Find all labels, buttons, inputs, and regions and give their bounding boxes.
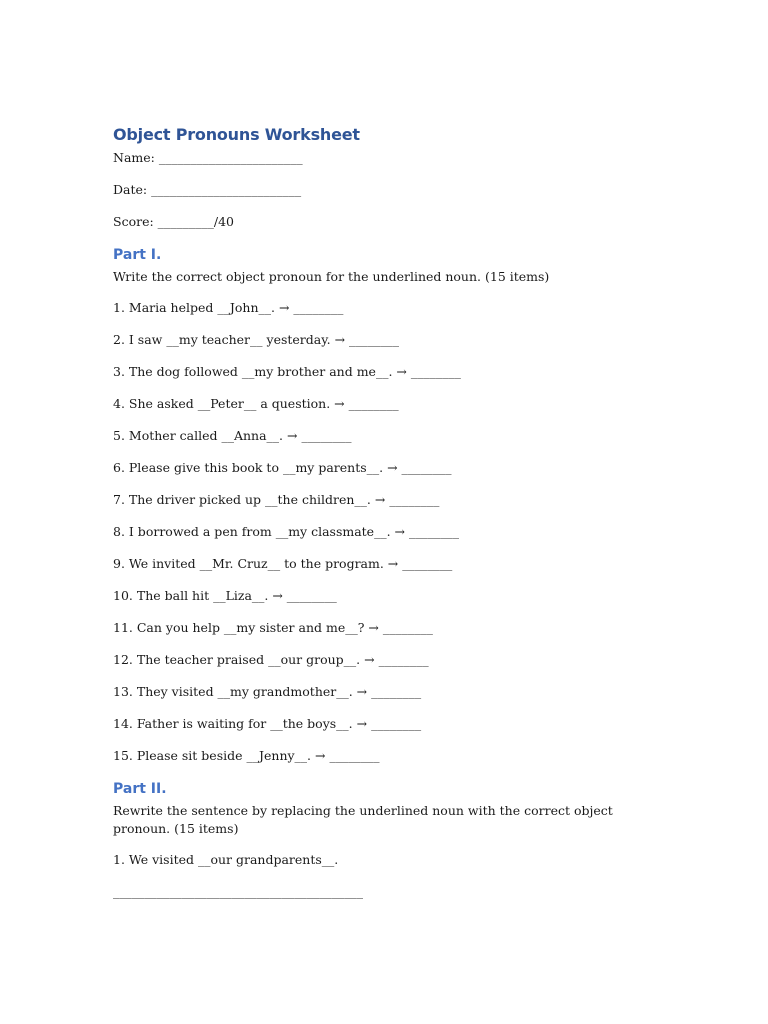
worksheet-title: Object Pronouns Worksheet xyxy=(113,125,360,144)
part-2-heading: Part II. xyxy=(113,781,167,797)
list-item: 3. The dog followed __my brother and me__. → ________ xyxy=(113,364,461,379)
part-1-instruction: Write the correct object pronoun for the underlined noun. (15 items) xyxy=(113,269,550,284)
part-2-items xyxy=(113,852,673,900)
list-item: 11. Can you help __my sister and me__? → ________ xyxy=(113,620,433,635)
part-2-instruction: Rewrite the sentence by replacing the underlined noun with the correct object pronoun. (15 items) xyxy=(113,803,613,836)
student-info xyxy=(113,150,673,230)
list-item: 4. She asked __Peter__ a question. → ________ xyxy=(113,396,399,411)
list-item: 2. I saw __my teacher__ yesterday. → ________ xyxy=(113,332,400,347)
date-line: Date: ________________________ xyxy=(113,182,302,197)
list-item: 6. Please give this book to __my parents__. → ________ xyxy=(113,460,452,475)
list-item: 15. Please sit beside __Jenny__. → ________ xyxy=(113,748,380,763)
part-2-section xyxy=(113,780,673,900)
list-item: 14. Father is waiting for __the boys__. → ________ xyxy=(113,716,422,731)
part-1-heading: Part I. xyxy=(113,247,162,263)
list-item: 8. I borrowed a pen from __my classmate__. → ________ xyxy=(113,524,459,539)
list-item: 1. Maria helped __John__. → ________ xyxy=(113,300,344,315)
name-line: Name: _______________________ xyxy=(113,150,303,165)
part-1-items xyxy=(113,300,673,764)
score-line: Score: _________/40 xyxy=(113,214,235,229)
list-item: 12. The teacher praised __our group__. → ________ xyxy=(113,652,429,667)
part-1-section xyxy=(113,246,673,764)
worksheet-page xyxy=(113,124,673,913)
list-item: 13. They visited __my grandmother__. → ________ xyxy=(113,684,422,699)
list-item: 5. Mother called __Anna__. → ________ xyxy=(113,428,352,443)
list-item: 10. The ball hit __Liza__. → ________ xyxy=(113,588,337,603)
list-item: 1. We visited __our grandparents__. xyxy=(113,852,339,867)
answer-line: ________________________________________ xyxy=(113,884,363,899)
list-item: 7. The driver picked up __the children__. → ________ xyxy=(113,492,440,507)
list-item: 9. We invited __Mr. Cruz__ to the program. → ________ xyxy=(113,556,453,571)
